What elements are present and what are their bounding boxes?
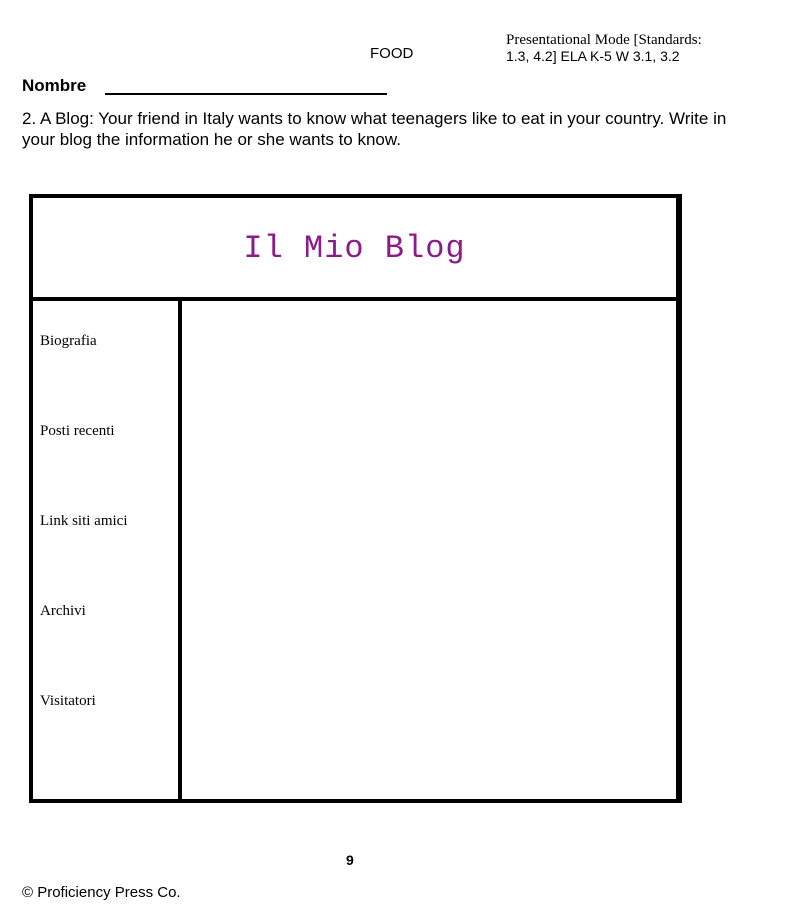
name-label: Nombre (22, 76, 87, 95)
standards-line-2: 1.3, 4.2] ELA K-5 W 3.1, 3.2 (506, 48, 680, 64)
name-blank-line[interactable] (105, 93, 387, 95)
page-number: 9 (346, 852, 354, 868)
standards-note (506, 32, 776, 64)
sidebar-item-biografia: Biografia (40, 333, 97, 349)
blog-sidebar (33, 301, 182, 799)
standards-line-1: Presentational Mode [Standards: (506, 32, 702, 48)
copyright-notice: © Proficiency Press Co. (22, 884, 181, 901)
blog-title: Il Mio Blog (243, 230, 466, 267)
topic-label: FOOD (370, 45, 414, 62)
instructions-text: 2. A Blog: Your friend in Italy wants to know what teenagers like to eat in your country. Write in your blog the information he or she wants to know. (22, 109, 727, 149)
blog-header (33, 198, 676, 301)
sidebar-item-visitatori: Visitatori (40, 693, 96, 709)
sidebar-item-posti-recenti: Posti recenti (40, 423, 115, 439)
sidebar-item-archivi: Archivi (40, 603, 86, 619)
sidebar-item-link-siti-amici: Link siti amici (40, 513, 128, 529)
blog-writing-area[interactable] (182, 301, 676, 799)
blog-frame (29, 194, 682, 803)
